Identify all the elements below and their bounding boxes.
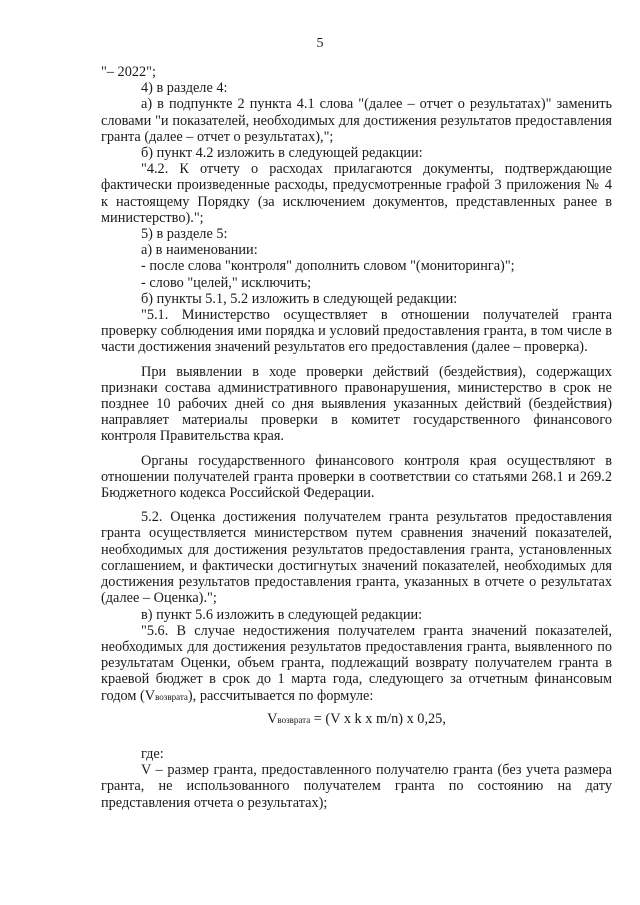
formula-subscript: возврата (277, 714, 311, 725)
paragraph: V – размер гранта, предоставленного получателю гранта (без учета размера гранта, не использованного получателем гранта по состоянию на дату представления отчета о результатах); (101, 762, 612, 811)
paragraph: При выявлении в ходе проверки действий (бездействия), содержащих признаки состава административного правонарушения, министерство в срок не позднее 10 рабочих дней со дня выявления указанных действий (бездействия) направляет материалы проверки в комитет государственного финансового контроля Правительства края. (101, 363, 612, 445)
paragraph: в) пункт 5.6 изложить в следующей редакции: (141, 606, 423, 623)
paragraph-5-6 (101, 623, 612, 705)
paragraph: 5) в разделе 5: (141, 226, 228, 243)
paragraph: "5.1. Министерство осуществляет в отношении получателей гранта проверку соблюдения ими порядка и условий предоставления гранта, в том числе в части достижения значений результатов его предоставления (далее – проверка). (101, 307, 612, 356)
paragraph: Органы государственного финансового контроля края осуществляют в отношении получателей гранта проверки в соответствии со статьями 268.1 и 269.2 Бюджетного кодекса Российской Федерации. (101, 452, 612, 502)
paragraph: "– 2022"; (101, 64, 156, 80)
document-body (101, 64, 612, 811)
paragraph: б) пункт 4.2 изложить в следующей редакции: (141, 145, 423, 162)
paragraph: а) в наименовании: (141, 242, 258, 259)
paragraph-5-6-tail: ), рассчитывается по формуле: (187, 687, 374, 704)
paragraph: а) в подпункте 2 пункта 4.1 слова "(далее – отчет о результатах)" заменить словами "и показателей, необходимых для достижения результатов предоставления гранта (далее – отчет о результатах),"; (101, 96, 612, 145)
paragraph: - после слова "контроля" дополнить словом "(мониторинга)"; (141, 258, 515, 275)
paragraph: 4) в разделе 4: (141, 80, 228, 97)
formula-lhs: V (267, 710, 278, 727)
paragraph: 5.2. Оценка достижения получателем гранта результатов предоставления гранта осуществляется министерством путем сравнения значений показателей, необходимых для достижения результатов предоставления гранта, установленных соглашением, и фактически достигнутых значений показателей, необходимых для достижения результатов предоставления гранта, указанных в отчете о результатах (далее – Оценка)."; (101, 509, 612, 607)
paragraph-where: где: (141, 745, 164, 762)
paragraph-5-6-text: "5.6. В случае недостижения получателем гранта значений показателей, необходимых для достижения результатов предоставления гранта, выявленного по результатам Оценки, объем гранта, подлежащий возврату получателем гранта в краевой бюджет в срок до 1 марта года, следующего за отчетным финансовым годом (V (101, 622, 612, 704)
paragraph: б) пункты 5.1, 5.2 изложить в следующей редакции: (141, 290, 458, 307)
formula-rhs: = (V x k x m/n) x 0,25, (310, 710, 446, 727)
subscript: возврата (155, 691, 188, 702)
paragraph: - слово "целей," исключить; (141, 274, 312, 291)
page-number: 5 (316, 36, 324, 51)
formula (101, 711, 612, 728)
paragraph: "4.2. К отчету о расходах прилагаются документы, подтверждающие фактически произведенные расходы, предусмотренные графой 3 приложения № 4 к настоящему Порядку (за исключением документов, представленных ранее в министерство)."; (101, 161, 612, 226)
